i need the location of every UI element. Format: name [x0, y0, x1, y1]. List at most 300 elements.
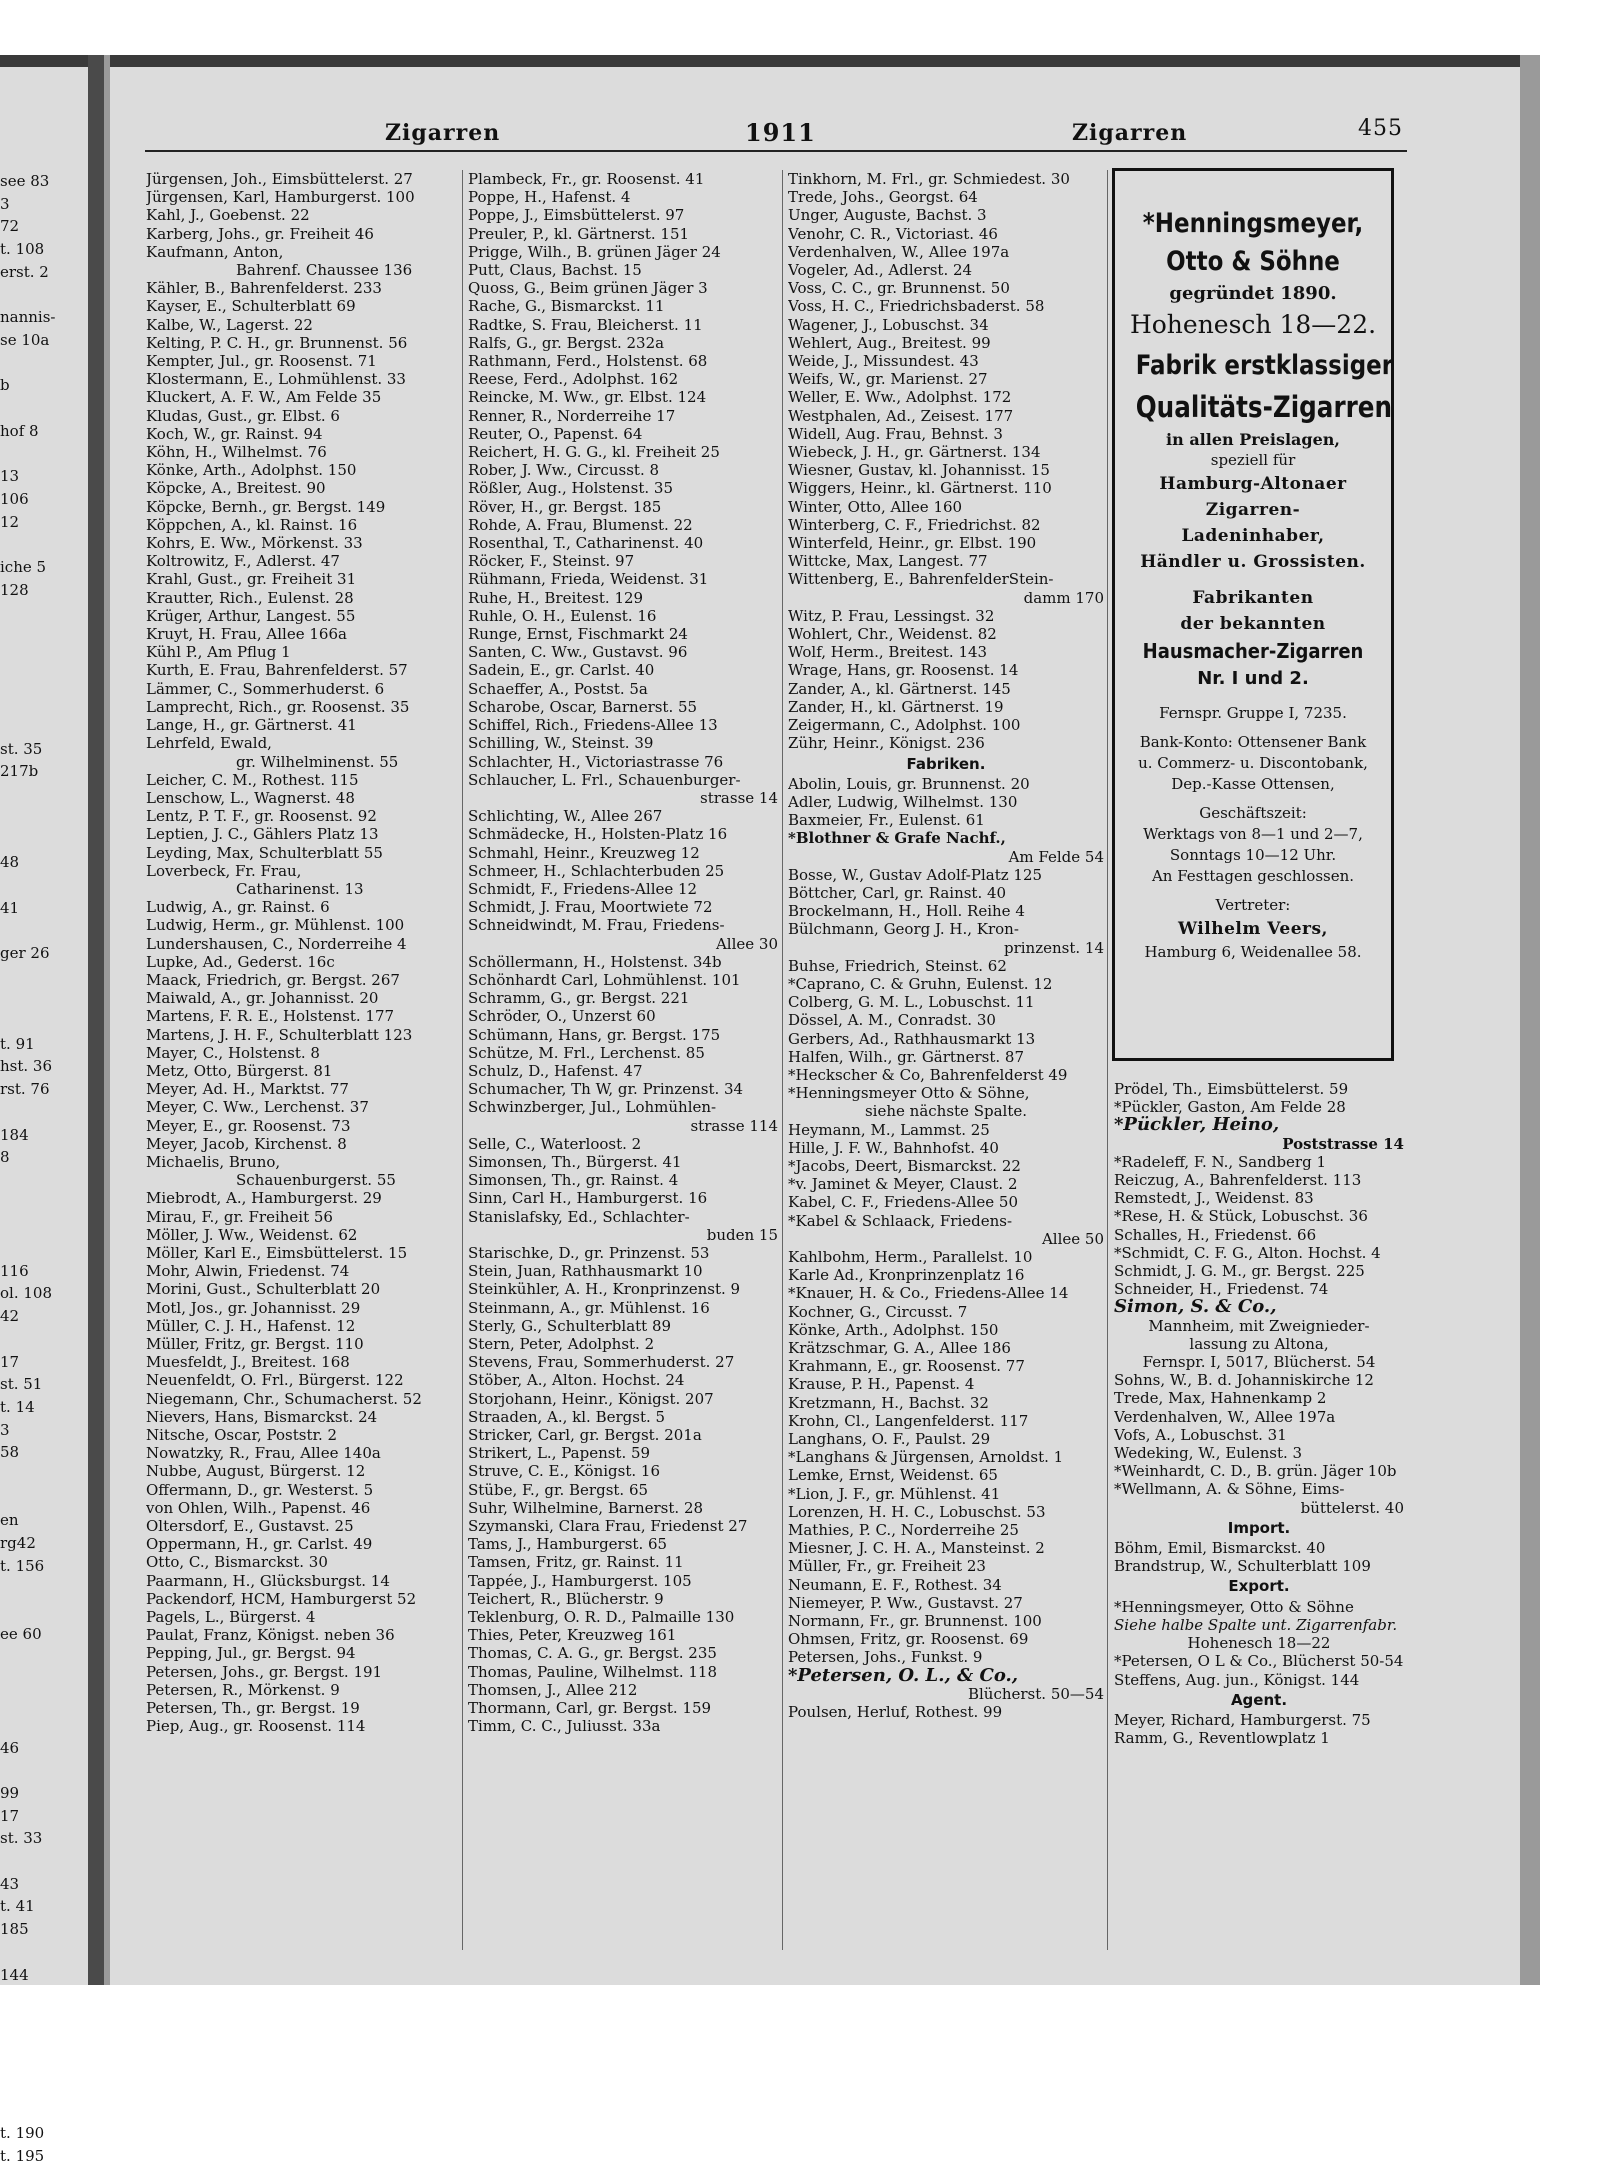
ad-line: in allen Preislagen, [1166, 430, 1340, 449]
left-page-fragment [0, 170, 88, 2166]
directory-entry: Rober, J. Ww., Circusst. 8 [468, 461, 660, 480]
directory-entry: *Rese, H. & Stück, Lobuschst. 36 [1114, 1207, 1368, 1226]
directory-entry: Kempter, Jul., gr. Roosenst. 71 [146, 352, 377, 371]
directory-entry: Meyer, Richard, Hamburgerst. 75 [1114, 1710, 1371, 1729]
directory-entry: Gerbers, Ad., Rathhausmarkt 13 [788, 1029, 1036, 1048]
directory-entry: Weller, E. Ww., Adolphst. 172 [788, 388, 1012, 407]
directory-entry: *v. Jaminet & Meyer, Claust. 2 [788, 1175, 1018, 1194]
left-page-text [0, 624, 88, 647]
directory-entry: Zander, H., kl. Gärtnerst. 19 [788, 697, 1004, 716]
column-1 [146, 170, 456, 1735]
left-page-text [0, 1850, 88, 1873]
left-page-text: see 83 [0, 172, 50, 190]
left-page-text: nannis- [0, 308, 56, 327]
directory-entry: *Weinhardt, C. D., B. grün. Jäger 10b [1114, 1462, 1397, 1481]
directory-entry: Wolf, Herm., Breitest. 143 [788, 643, 988, 662]
directory-entry: Schmahl, Heinr., Kreuzweg 12 [468, 843, 700, 862]
directory-entry: Kochner, G., Circusst. 7 [788, 1302, 968, 1321]
directory-entry: *Wellmann, A. & Söhne, Eims- [1114, 1480, 1345, 1499]
directory-entry: Tams, J., Hamburgerst. 65 [468, 1535, 668, 1554]
directory-entry: Schmidt, J. G. M., gr. Bergst. 225 [1114, 1262, 1365, 1281]
directory-entry: Ruhle, O. H., Eulenst. 16 [468, 606, 657, 625]
directory-entry: Neuenfeldt, O. Frl., Bürgerst. 122 [146, 1371, 404, 1390]
left-page-text [0, 647, 88, 670]
directory-entry: Rathmann, Ferd., Holstenst. 68 [468, 352, 708, 371]
directory-entry: Leptien, J. C., Gählers Platz 13 [146, 825, 379, 844]
ad-line: Hausmacher-Zigarren [1142, 639, 1364, 663]
left-page-text: rg42 [0, 1534, 36, 1553]
left-page-text: 185 [0, 1920, 29, 1939]
directory-entry: Müller, C. J. H., Hafenst. 12 [146, 1316, 356, 1335]
directory-entry: Kohrs, E. Ww., Mörkenst. 33 [146, 534, 363, 553]
directory-entry: Muesfeldt, J., Breitest. 168 [146, 1353, 350, 1372]
directory-entry: Meyer, Jacob, Kirchenst. 8 [146, 1134, 347, 1153]
directory-entry: Allee 30 [715, 934, 778, 953]
directory-entry: Metz, Otto, Bürgerst. 81 [146, 1061, 333, 1080]
directory-entry: Zeigermann, C., Adolphst. 100 [788, 716, 1021, 735]
ad-rep-name: Wilhelm Veers, [1178, 919, 1328, 939]
directory-entry: Röcker, F., Steinst. 97 [468, 552, 635, 571]
directory-entry: Weifs, W., gr. Marienst. 27 [788, 370, 988, 389]
directory-entry: Catharinenst. 13 [236, 879, 364, 898]
directory-entry: Karle Ad., Kronprinzenplatz 16 [788, 1266, 1025, 1285]
directory-entry: Möller, Karl E., Eimsbüttelerst. 15 [146, 1243, 408, 1262]
directory-entry: Steinmann, A., gr. Mühlenst. 16 [468, 1298, 710, 1317]
left-page-text: 42 [0, 1307, 20, 1326]
left-page-text [0, 1600, 88, 1623]
directory-entry: Niegemann, Chr., Schumacherst. 52 [146, 1389, 422, 1408]
directory-entry: Verdenhalven, W., Allee 197a [1114, 1407, 1336, 1426]
directory-entry: Miebrodt, A., Hamburgerst. 29 [146, 1189, 382, 1208]
left-page-text: 46 [0, 1738, 20, 1757]
left-page-text [0, 1328, 88, 1351]
directory-entry: Putt, Claus, Bachst. 15 [468, 261, 642, 280]
column-2 [468, 170, 778, 1735]
page-right-edge [1520, 55, 1540, 1985]
directory-entry: Stöber, A., Alton. Hochst. 24 [468, 1371, 685, 1390]
directory-entry: Westphalen, Ad., Zeisest. 177 [788, 406, 1014, 425]
left-page-text: 17 [0, 1806, 20, 1825]
directory-entry: Möller, J. Ww., Weidenst. 62 [146, 1225, 358, 1244]
left-page-text [0, 1578, 88, 1601]
left-page-text [0, 1646, 88, 1669]
directory-entry: Hohenesch 18—22 [1187, 1634, 1331, 1653]
left-page-text: 8 [0, 1148, 10, 1167]
directory-entry: *Pückler, Gaston, Am Felde 28 [1114, 1098, 1346, 1117]
page-number: 455 [1358, 116, 1403, 141]
ad-hours-title: Geschäftszeit: [1199, 804, 1307, 822]
directory-entry: *Kabel & Schlaack, Friedens- [788, 1211, 1013, 1230]
directory-entry: Kabel, C. F., Friedens-Allee 50 [788, 1193, 1019, 1212]
directory-entry: Wohlert, Chr., Weidenst. 82 [788, 625, 997, 644]
ad-rep-title: Vertreter: [1215, 896, 1291, 914]
directory-entry: Renner, R., Norderreihe 17 [468, 406, 676, 425]
left-page-text [0, 1192, 88, 1215]
directory-entry: buden 15 [706, 1225, 778, 1244]
directory-entry: Teichert, R., Blücherstr. 9 [468, 1589, 664, 1608]
directory-entry: Krahmann, E., gr. Roosenst. 77 [788, 1357, 1025, 1376]
directory-entry: Colberg, G. M. L., Lobuschst. 11 [788, 993, 1035, 1012]
directory-entry: Bülchmann, Georg J. H., Kron- [788, 920, 1019, 939]
directory-entry: Nievers, Hans, Bismarckst. 24 [146, 1407, 378, 1426]
directory-entry: Schöllermann, H., Holstenst. 34b [468, 952, 722, 971]
directory-entry: Simonsen, Th., gr. Rainst. 4 [468, 1171, 679, 1190]
column-3 [788, 170, 1104, 1721]
directory-entry: Meyer, Ad. H., Marktst. 77 [146, 1080, 349, 1099]
left-page-text [0, 669, 88, 692]
directory-entry: Remstedt, J., Weidenst. 83 [1114, 1189, 1314, 1208]
directory-entry: Kayser, E., Schulterblatt 69 [146, 297, 356, 316]
directory-entry: Zander, A., kl. Gärtnerst. 145 [788, 679, 1011, 698]
left-page-text: ol. 108 [0, 1284, 52, 1303]
left-page-text: t. 156 [0, 1556, 45, 1575]
left-page-text: 3 [0, 1420, 10, 1439]
left-page-text: t. 190 [0, 2124, 45, 2143]
directory-entry: Stevens, Frau, Sommerhuderst. 27 [468, 1353, 735, 1372]
directory-entry: siehe nächste Spalte. [864, 1102, 1027, 1121]
left-page-text [0, 692, 88, 715]
directory-entry: Mayer, C., Holstenst. 8 [146, 1043, 320, 1062]
directory-entry: Schaeffer, A., Postst. 5a [468, 679, 648, 698]
directory-entry: Thies, Peter, Kreuzweg 161 [468, 1626, 677, 1645]
henningsmeyer-advertisement [1112, 168, 1394, 1061]
directory-entry: *Caprano, C. & Gruhn, Eulenst. 12 [788, 974, 1053, 993]
directory-entry: Scharobe, Oscar, Barnerst. 55 [468, 697, 698, 716]
directory-entry: Ludwig, Herm., gr. Mühlenst. 100 [146, 916, 405, 935]
directory-entry: Voss, C. C., gr. Brunnenst. 50 [788, 279, 1010, 298]
directory-entry: Schlachter, H., Victoriastrasse 76 [468, 752, 724, 771]
directory-entry: strasse 14 [700, 788, 778, 807]
directory-entry: Nubbe, August, Bürgerst. 12 [146, 1462, 366, 1481]
directory-entry: von Ohlen, Wilh., Papenst. 46 [146, 1498, 371, 1517]
directory-entry: Maack, Friedrich, gr. Bergst. 267 [146, 970, 400, 989]
directory-entry: Petersen, Th., gr. Bergst. 19 [146, 1699, 360, 1718]
directory-entry: Normann, Fr., gr. Brunnenst. 100 [788, 1612, 1042, 1631]
left-page-text [0, 987, 88, 1010]
directory-entry: Sterly, G., Schulterblatt 89 [468, 1316, 672, 1335]
directory-entry: Kähler, B., Bahrenfelderst. 233 [146, 279, 382, 298]
directory-entry: Kelting, P. C. H., gr. Brunnenst. 56 [146, 333, 408, 352]
left-page-text [0, 1986, 88, 2009]
directory-entry: Krahl, Gust., gr. Freiheit 31 [146, 570, 357, 589]
directory-entry: Jürgensen, Karl, Hamburgerst. 100 [146, 188, 415, 207]
left-page-text [0, 1941, 88, 1964]
directory-entry: Venohr, C. R., Victoriast. 46 [788, 224, 998, 243]
directory-entry: Vogeler, Ad., Adlerst. 24 [788, 261, 973, 280]
directory-entry: Prigge, Wilh., B. grünen Jäger 24 [468, 242, 721, 261]
directory-entry: Mannheim, mit Zweignieder- [1148, 1316, 1370, 1335]
ad-line: Hamburg-Altonaer [1159, 474, 1347, 494]
directory-entry: Loverbeck, Fr. Frau, [146, 861, 302, 880]
book-gutter-edge [104, 55, 110, 1985]
directory-entry: Tappée, J., Hamburgerst. 105 [468, 1571, 692, 1590]
directory-entry: Martens, J. H. F., Schulterblatt 123 [146, 1025, 413, 1044]
directory-entry: Röver, H., gr. Bergst. 185 [468, 497, 662, 516]
left-page-text [0, 1214, 88, 1237]
ad-hours-3: An Festtagen geschlossen. [1151, 867, 1355, 885]
directory-entry: Bahrenf. Chaussee 136 [236, 261, 413, 280]
directory-entry: Schulz, D., Hafenst. 47 [468, 1061, 643, 1080]
directory-entry: Stricker, Carl, gr. Bergst. 201a [468, 1426, 702, 1445]
directory-entry: *Petersen, O. L., & Co., [788, 1666, 1019, 1685]
directory-entry: Poppe, H., Hafenst. 4 [468, 188, 631, 207]
directory-entry: Karberg, Johs., gr. Freiheit 46 [146, 224, 374, 243]
left-page-text [0, 1487, 88, 1510]
directory-entry: Meyer, C. Ww., Lerchenst. 37 [146, 1098, 369, 1117]
directory-entry: Wehlert, Aug., Breitest. 99 [788, 333, 991, 352]
header-right-title: Zigarren [1072, 120, 1188, 146]
directory-entry: Winterberg, C. F., Friedrichst. 82 [788, 515, 1041, 534]
directory-entry: Am Felde 54 [1008, 847, 1104, 866]
directory-entry: Poulsen, Herluf, Rothest. 99 [788, 1703, 1003, 1722]
directory-entry: Schümann, Hans, gr. Bergst. 175 [468, 1025, 721, 1044]
ad-phone: Fernspr. Gruppe I, 7235. [1159, 704, 1347, 722]
directory-entry: Ludwig, A., gr. Rainst. 6 [146, 898, 330, 917]
ad-line: der bekannten [1180, 614, 1326, 634]
directory-entry: Kaufmann, Anton, [146, 242, 284, 261]
directory-entry: Kalbe, W., Lagerst. 22 [146, 315, 313, 334]
column-divider [462, 170, 463, 1950]
directory-entry: Wrage, Hans, gr. Roosenst. 14 [788, 661, 1019, 680]
directory-entry: Schalles, H., Friedenst. 66 [1114, 1225, 1317, 1244]
directory-entry: Starischke, D., gr. Prinzenst. 53 [468, 1243, 710, 1262]
left-page-text: 13 [0, 467, 20, 486]
directory-entry: *Henningsmeyer, Otto & Söhne [1114, 1597, 1354, 1616]
directory-entry: Schmidt, J. Frau, Moortwiete 72 [468, 898, 713, 917]
directory-entry: Plambeck, Fr., gr. Roosenst. 41 [468, 170, 705, 188]
directory-entry: Santen, C. Ww., Gustavst. 96 [468, 643, 688, 662]
left-page-text: t. 41 [0, 1897, 35, 1916]
directory-entry: Lange, H., gr. Gärtnerst. 41 [146, 716, 357, 735]
directory-entry: *Pückler, Heino, [1114, 1116, 1280, 1135]
directory-entry: Rühmann, Frieda, Weidenst. 31 [468, 570, 709, 589]
directory-entry: Schneider, H., Friedenst. 74 [1114, 1280, 1329, 1299]
left-page-text: st. 33 [0, 1829, 43, 1848]
section-heading: Export. [1228, 1577, 1290, 1596]
directory-entry: Suhr, Wilhelmine, Barnerst. 28 [468, 1498, 704, 1517]
directory-entry: Hille, J. F. W., Bahnhofst. 40 [788, 1138, 999, 1157]
directory-entry: Ramm, G., Reventlowplatz 1 [1114, 1729, 1330, 1748]
directory-entry: Schwinzberger, Jul., Lohmühlen- [468, 1098, 717, 1117]
directory-entry: strasse 114 [690, 1116, 778, 1135]
directory-entry: Reuter, O., Papenst. 64 [468, 424, 643, 443]
directory-entry: Miesner, J. C. H. A., Mansteinst. 2 [788, 1539, 1045, 1558]
directory-entry: Neumann, E. F., Rothest. 34 [788, 1575, 1002, 1594]
column-divider [782, 170, 783, 1950]
left-page-text: 106 [0, 489, 29, 508]
left-page-text: 184 [0, 1125, 29, 1144]
directory-entry: Fernspr. I, 5017, Blücherst. 54 [1142, 1353, 1376, 1372]
directory-entry: Unger, Auguste, Bachst. 3 [788, 206, 987, 225]
directory-entry: Rache, G., Bismarckst. 11 [468, 297, 665, 316]
directory-entry: Widell, Aug. Frau, Behnst. 3 [788, 424, 1003, 443]
directory-entry: Schauenburgerst. 55 [236, 1171, 396, 1190]
directory-entry: Köhn, H., Wilhelmst. 76 [146, 443, 327, 462]
directory-entry: Krätzschmar, G. A., Allee 186 [788, 1339, 1011, 1357]
directory-entry: Lenschow, L., Wagnerst. 48 [146, 788, 355, 807]
directory-entry: Prödel, Th., Eimsbüttelerst. 59 [1114, 1080, 1349, 1098]
directory-entry: Lundershausen, C., Norderreihe 4 [146, 934, 407, 953]
left-page-text [0, 284, 88, 307]
directory-entry: Schramm, G., gr. Bergst. 221 [468, 989, 690, 1008]
left-page-text: se 10a [0, 330, 50, 349]
left-page-text: 17 [0, 1352, 20, 1371]
left-page-text [0, 2077, 88, 2100]
directory-entry: Timm, C. C., Juliusst. 33a [468, 1717, 661, 1736]
directory-entry: Lämmer, C., Sommerhuderst. 6 [146, 679, 385, 698]
directory-entry: Lupke, Ad., Gederst. 16c [146, 952, 335, 971]
directory-entry: gr. Wilhelminenst. 55 [236, 752, 399, 771]
directory-entry: Nowatzky, R., Frau, Allee 140a [146, 1444, 381, 1463]
directory-entry: Langhans, O. F., Paulst. 29 [788, 1430, 991, 1449]
ad-bank: Bank-Konto: Ottensener Bank [1139, 733, 1367, 751]
directory-entry: Winterfeld, Heinr., gr. Elbst. 190 [788, 534, 1037, 553]
ad-hours: Werktags von 8—1 und 2—7, [1143, 825, 1363, 843]
left-page-text: 128 [0, 580, 29, 599]
directory-entry: Thomas, Pauline, Wilhelmst. 118 [468, 1662, 717, 1681]
directory-entry: Strikert, L., Papenst. 59 [468, 1444, 651, 1463]
left-page-text: t. 14 [0, 1397, 35, 1416]
directory-entry: Schneidwindt, M. Frau, Friedens- [468, 916, 725, 935]
ad-line: Händler u. Grossisten. [1140, 552, 1366, 572]
directory-entry: Stanislafsky, Ed., Schlachter- [468, 1207, 690, 1226]
left-page-text [0, 1237, 88, 1260]
ad-founded: gegründet 1890. [1169, 283, 1337, 304]
directory-entry: Adler, Ludwig, Wilhelmst. 130 [788, 792, 1018, 811]
directory-entry: Heymann, M., Lammst. 25 [788, 1120, 990, 1139]
left-page-text: iche 5 [0, 557, 47, 576]
directory-entry: Siehe halbe Spalte unt. Zigarrenfabr. [1114, 1615, 1398, 1634]
ad-bank-2: u. Commerz- u. Discontobank, [1138, 754, 1368, 772]
directory-entry: Leyding, Max, Schulterblatt 55 [146, 843, 383, 862]
directory-entry: Paulat, Franz, Königst. neben 36 [146, 1626, 395, 1645]
left-page-text [0, 1169, 88, 1192]
top-edge-shadow [0, 55, 1540, 67]
directory-entry: Wedeking, W., Eulenst. 3 [1114, 1444, 1303, 1463]
directory-entry: Stübe, F., gr. Bergst. 65 [468, 1480, 649, 1499]
directory-entry: Klostermann, E., Lohmühlenst. 33 [146, 370, 406, 389]
left-page-text: 99 [0, 1783, 20, 1802]
directory-entry: Piep, Aug., gr. Roosenst. 114 [146, 1717, 366, 1736]
directory-entry: Ralfs, G., gr. Bergst. 232a [468, 333, 665, 352]
left-page-text [0, 2054, 88, 2077]
left-page-text: 41 [0, 898, 20, 917]
left-page-text [0, 715, 88, 738]
directory-entry: Thormann, Carl, gr. Bergst. 159 [468, 1699, 712, 1718]
left-page-text [0, 2032, 88, 2055]
directory-entry: Morini, Gust., Schulterblatt 20 [146, 1280, 381, 1299]
left-page-text [0, 1101, 88, 1124]
directory-entry: Böttcher, Carl, gr. Rainst. 40 [788, 883, 1007, 902]
directory-entry: *Heckscher & Co, Bahrenfelderst 49 [788, 1065, 1068, 1084]
directory-entry: Struve, C. E., Königst. 16 [468, 1462, 660, 1481]
book-gutter [88, 55, 104, 1985]
directory-entry: Kurth, E. Frau, Bahrenfelderst. 57 [146, 661, 408, 680]
left-page-text [0, 2100, 88, 2123]
directory-entry: Packendorf, HCM, Hamburgerst 52 [146, 1589, 417, 1608]
directory-entry: Sadein, E., gr. Carlst. 40 [468, 661, 655, 680]
directory-entry: *Langhans & Jürgensen, Arnoldst. 1 [788, 1448, 1064, 1467]
directory-entry: Könke, Arth., Adolphst. 150 [146, 461, 357, 480]
directory-entry: lassung zu Altona, [1189, 1334, 1329, 1353]
left-page-text [0, 1464, 88, 1487]
left-page-text [0, 397, 88, 420]
directory-entry: Koltrowitz, F., Adlerst. 47 [146, 552, 340, 571]
directory-entry: Simonsen, Th., Bürgerst. 41 [468, 1152, 682, 1171]
header-year: 1911 [745, 118, 816, 147]
left-page-text: t. 108 [0, 240, 45, 259]
directory-entry: Paarmann, H., Glücksburgst. 14 [146, 1571, 390, 1590]
left-page-text [0, 352, 88, 375]
directory-entry: Schmädecke, H., Holsten-Platz 16 [468, 825, 728, 844]
directory-entry: *Schmidt, C. F. G., Alton. Hochst. 4 [1114, 1243, 1381, 1262]
left-page-text [0, 783, 88, 806]
directory-entry: Wiebeck, J. H., gr. Gärtnerst. 134 [788, 443, 1041, 462]
directory-entry: *Radeleff, F. N., Sandberg 1 [1114, 1152, 1327, 1171]
directory-entry: Vofs, A., Lobuschst. 31 [1114, 1425, 1287, 1444]
directory-entry: Zühr, Heinr., Königst. 236 [788, 734, 985, 753]
directory-entry: Szymanski, Clara Frau, Friedenst 27 [468, 1517, 748, 1536]
directory-entry: Koch, W., gr. Rainst. 94 [146, 424, 323, 443]
directory-entry: Schlichting, W., Allee 267 [468, 807, 663, 826]
directory-entry: Kluckert, A. F. W., Am Felde 35 [146, 388, 382, 407]
directory-entry: Tinkhorn, M. Frl., gr. Schmiedest. 30 [788, 170, 1070, 188]
directory-entry: Krautter, Rich., Eulenst. 28 [146, 588, 354, 607]
directory-entry: damm 170 [1023, 588, 1104, 607]
left-page-text [0, 533, 88, 556]
directory-entry: Maiwald, A., gr. Johannisst. 20 [146, 989, 379, 1008]
directory-entry: Motl, Jos., gr. Johannisst. 29 [146, 1298, 361, 1317]
directory-entry: Reichert, H. G. G., kl. Freiheit 25 [468, 443, 720, 462]
ad-slogan-2: Qualitäts-Zigarren [1135, 390, 1393, 424]
directory-entry: Voss, H. C., Friedrichsbaderst. 58 [788, 297, 1045, 316]
directory-entry: Meyer, E., gr. Roosenst. 73 [146, 1116, 351, 1135]
left-page-text [0, 1714, 88, 1737]
directory-entry: Köpcke, A., Breitest. 90 [146, 479, 326, 498]
directory-entry: Krause, P. H., Papenst. 4 [788, 1375, 975, 1394]
directory-entry: Könke, Arth., Adolphst. 150 [788, 1320, 999, 1339]
left-page-text [0, 1691, 88, 1714]
left-page-text: ee 60 [0, 1625, 42, 1643]
left-page-text: 58 [0, 1443, 20, 1462]
directory-entry: Reiczug, A., Bahrenfelderst. 113 [1114, 1171, 1362, 1190]
directory-entry: Schönhardt Carl, Lohmühlenst. 101 [468, 970, 741, 989]
directory-entry: Trede, Johs., Georgst. 64 [788, 188, 978, 207]
directory-entry: Verdenhalven, W., Allee 197a [788, 242, 1010, 261]
ad-line: Ladeninhaber, [1181, 526, 1325, 546]
directory-entry: Bosse, W., Gustav Adolf-Platz 125 [788, 865, 1043, 884]
section-heading: Fabriken. [906, 754, 986, 773]
directory-entry: *Lion, J. F., gr. Mühlenst. 41 [788, 1484, 1001, 1503]
directory-entry: Halfen, Wilh., gr. Gärtnerst. 87 [788, 1047, 1025, 1066]
directory-entry: Mirau, F., gr. Freiheit 56 [146, 1207, 333, 1226]
directory-entry: Rohde, A. Frau, Blumenst. 22 [468, 515, 693, 534]
directory-entry: Wittcke, Max, Langest. 77 [788, 552, 988, 571]
directory-entry: Kretzmann, H., Bachst. 32 [788, 1393, 989, 1412]
directory-entry: *Blothner & Grafe Nachf., [788, 829, 1006, 848]
directory-entry: Steinkühler, A. H., Kronprinzenst. 9 [468, 1280, 741, 1299]
left-page-text: erst. 2 [0, 262, 49, 281]
left-page-text [0, 1668, 88, 1691]
directory-entry: Preuler, P., kl. Gärtnerst. 151 [468, 224, 690, 243]
directory-entry: Thomas, C. A. G., gr. Bergst. 235 [468, 1644, 717, 1663]
directory-entry: Reincke, M. Ww., gr. Elbst. 124 [468, 388, 707, 407]
left-page-text [0, 601, 88, 624]
directory-entry: Kruyt, H. Frau, Allee 166a [146, 625, 347, 644]
directory-entry: *Knauer, H. & Co., Friedens-Allee 14 [788, 1284, 1069, 1303]
left-page-text [0, 965, 88, 988]
header-rule [145, 150, 1407, 152]
